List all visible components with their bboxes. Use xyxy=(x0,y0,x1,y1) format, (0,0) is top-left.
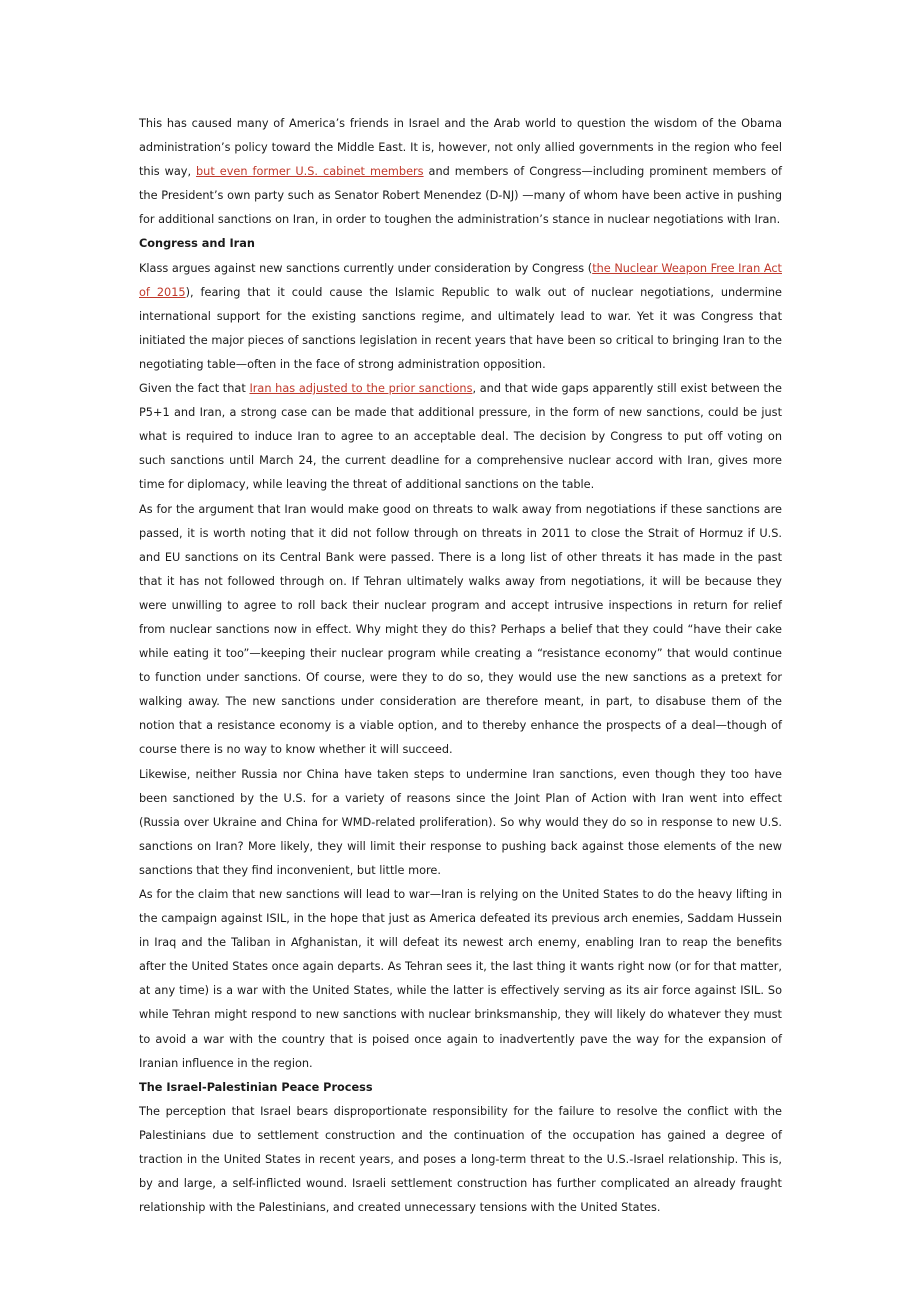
paragraph-klass-text-after: ), fearing that it could cause the Islamic Republic to walk out of nuclear negotiations, undermine international support for the existing sanctions regime, and ultimately lead to war. Yet it was Congress that initiated the major pieces of sanctions legislation in recent years that have been so critical to bringing Iran to the negotiating table—often in the face of strong administration opposition. xyxy=(139,285,782,371)
paragraph-given-text-before: Given the fact that xyxy=(139,382,250,396)
document-page xyxy=(139,112,782,1220)
link-iran-adjusted-sanctions[interactable]: Iran has adjusted to the prior sanctions xyxy=(249,382,473,396)
heading-israel-palestinian-peace-process: The Israel-Palestinian Peace Process xyxy=(139,1080,373,1094)
paragraph-given-the-fact xyxy=(139,377,782,497)
heading-congress-and-iran: Congress and Iran xyxy=(139,237,255,251)
paragraph-perception-of-israel: The perception that Israel bears disproportionate responsibility for the failure to resolve the conflict with the Palestinians due to settlement construction and the continuation of the occupation has gained a degree of traction in the United States in recent years, and poses a long-term threat to the U.S.-Israel relationship. This is, by and large, a self-inflicted wound. Israeli settlement construction has further complicated an already fraught relationship with the Palestinians, and created unnecessary tensions with the United States. xyxy=(139,1104,782,1215)
paragraph-russia-china: Likewise, neither Russia nor China have taken steps to undermine Iran sanctions, even though they too have been sanctioned by the U.S. for a variety of reasons since the Joint Plan of Action with Iran went into effect (Russia over Ukraine and China for WMD-related proliferation). So why would they do so in response to new U.S. sanctions on Iran? More likely, they will limit their response to pushing back against those elements of the new sanctions that they find inconvenient, but little more. xyxy=(139,767,782,877)
paragraph-klass-text-before: Klass argues against new sanctions currently under consideration by Congress ( xyxy=(139,261,593,275)
paragraph-klass-argues xyxy=(139,257,782,377)
paragraph-intro xyxy=(139,112,782,232)
paragraph-claim-of-war: As for the claim that new sanctions will lead to war—Iran is relying on the United States to do the heavy lifting in the campaign against ISIL, in the hope that just as America defeated its previous arch enemies, Saddam Hussein in Iraq and the Taliban in Afghanistan, it will defeat its newest arch enemy, enabling Iran to reap the benefits after the United States once again departs. As Tehran sees it, the last thing it wants right now (or for that matter, at any time) is a war with the United States, while the latter is effectively serving as its air force against ISIL. So while Tehran might respond to new sanctions with nuclear brinksmanship, they will likely do whatever they must to avoid a war with the country that is poised once again to inadvertently pave the way for the expansion of Iranian influence in the region. xyxy=(139,888,782,1070)
paragraph-given-text-after: , and that wide gaps apparently still exist between the P5+1 and Iran, a strong case can be made that additional pressure, in the form of new sanctions, could be just what is required to induce Iran to agree to an acceptable deal. The decision by Congress to put off voting on such sanctions until March 24, the current deadline for a comprehensive nuclear accord with Iran, gives more time for diplomacy, while leaving the threat of additional sanctions on the table. xyxy=(139,382,783,492)
link-former-cabinet-members[interactable]: but even former U.S. cabinet members xyxy=(196,165,424,179)
paragraph-intro-text-after: and members of Congress—including prominent members of the President’s own party such as Senator Robert Menendez (D-NJ) —many of whom have been active in pushing for additional sanctions on Iran, in order to toughen the administration’s stance in nuclear negotiations with Iran. xyxy=(139,165,783,227)
paragraph-intro-text-before: This has caused many of America’s friends in Israel and the Arab world to question the wisdom of the Obama administration’s policy toward the Middle East. It is, however, not only allied governments in the region who feel this way, xyxy=(139,117,782,179)
link-nuclear-weapon-free-iran-act[interactable]: the Nuclear Weapon Free Iran Act of 2015 xyxy=(139,261,782,299)
paragraph-walk-away-argument: As for the argument that Iran would make good on threats to walk away from negotiations if these sanctions are passed, it is worth noting that it did not follow through on threats in 2011 to close the Strait of Hormuz if U.S. and EU sanctions on its Central Bank were passed. There is a long list of other threats it has made in the past that it has not followed through on. If Tehran ultimately walks away from negotiations, it will be because they were unwilling to agree to roll back their nuclear program and accept intrusive inspections in return for relief from nuclear sanctions now in effect. Why might they do this? Perhaps a belief that they could “have their cake while eating it too”—keeping their nuclear program while creating a “resistance economy” that would continue to function under sanctions. Of course, were they to do so, they would use the new sanctions as a pretext for walking away. The new sanctions under consideration are therefore meant, in part, to disabuse them of the notion that a resistance economy is a viable option, and to thereby enhance the prospects of a deal—though of course there is no way to know whether it will succeed. xyxy=(139,502,782,757)
